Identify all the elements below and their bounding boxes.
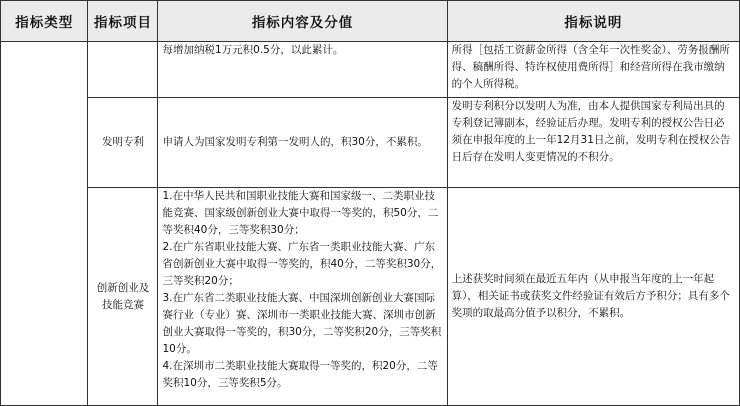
item-cell xyxy=(88,42,158,98)
header-desc: 指标说明 xyxy=(447,1,739,42)
table-row xyxy=(1,98,740,188)
header-type: 指标类型 xyxy=(1,1,88,42)
item-cell: 发明专利 xyxy=(88,98,158,188)
content-cell: 1.在中华人民共和国职业技能大赛和国家级一、二类职业技能竞赛、国家级创新创业大赛中取得一等奖的，积50分，二等奖积40分，三等奖积30分； 2.在广东省职业技能大赛、广东省一类职业技能大赛、广东省创新创业大赛中取得一等奖的，积40分，二等奖积30分，三等奖积20分； 3.在广东省二类职业技能大赛、中国深圳创新创业大赛国际赛行业（专业）赛、深圳市一类职业技能大赛、深圳市创新创业大赛取得一等奖的，积30分，二等奖积20分，三等奖积10分。 4.在深圳市二类职业技能大赛取得一等奖的，积20分，二等奖积10分，三等奖积5分。 xyxy=(158,188,447,406)
table-row xyxy=(1,42,740,98)
header-item: 指标项目 xyxy=(88,1,158,42)
table-row xyxy=(1,188,740,406)
desc-cell: 所得［包括工资薪金所得（含全年一次性奖金）、劳务报酬所得、稿酬所得、特许权使用费所得］和经营所得在我市缴纳的个人所得税。 xyxy=(447,42,739,98)
type-cell xyxy=(1,42,88,406)
desc-cell: 上述获奖时间须在最近五年内（从申报当年度的上一年起算），相关证书或获奖文件经验证有效后方予积分；具有多个奖项的取最高分值予以积分，不累积。 xyxy=(447,188,739,406)
item-cell: 创新创业及技能竞赛 xyxy=(88,188,158,406)
content-cell: 每增加纳税1万元积0.5分，以此累计。 xyxy=(158,42,447,98)
table-header-row xyxy=(1,1,740,42)
header-content: 指标内容及分值 xyxy=(158,1,447,42)
desc-cell: 发明专利积分以发明人为准，由本人提供国家专利局出具的专利登记簿副本，经验证后办理。发明专利的授权公告日必须在申报年度的上一年12月31日之前，发明专利在授权公告日后存在发明人变更情况的不积分。 xyxy=(447,98,739,188)
content-cell: 申请人为国家发明专利第一发明人的，积30分，不累积。 xyxy=(158,98,447,188)
